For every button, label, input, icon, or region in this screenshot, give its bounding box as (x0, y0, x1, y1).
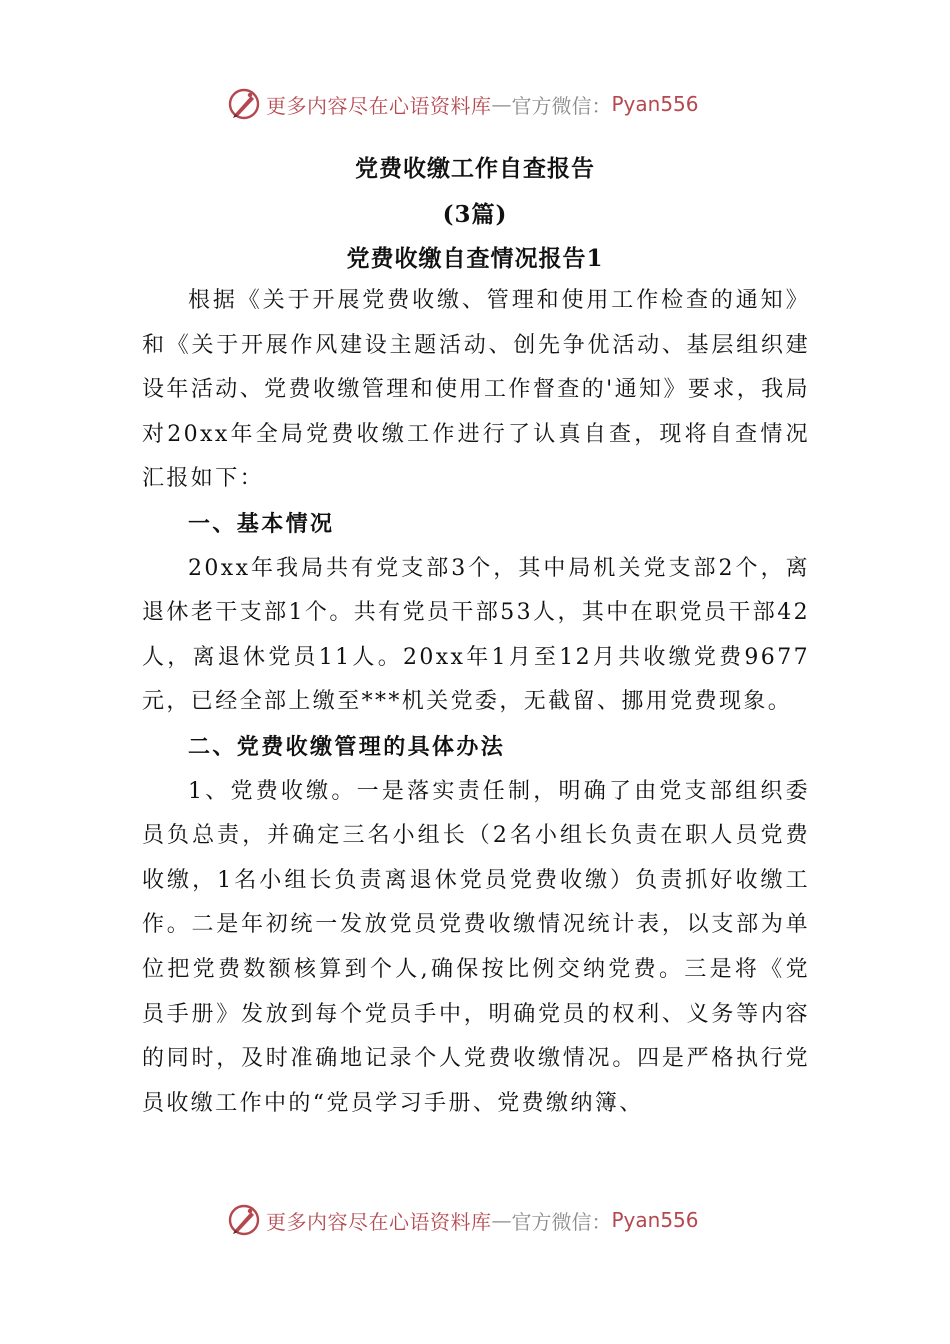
document-body (142, 279, 810, 1126)
banner-text: 更多内容尽在心语资料库 (266, 1209, 492, 1234)
intro-paragraph: 根据《关于开展党费收缴、管理和使用工作检查的通知》和《关于开展作风建设主题活动、创先争优活动、基层组织建设年活动、党费收缴管理和使用工作督查的'通知》要求，我局对20xx年全局党费收缴工作进行了认真自查，现将自查情况汇报如下： (142, 288, 810, 492)
pen-logo-icon (226, 86, 262, 122)
banner-dash: — (491, 92, 512, 116)
banner-label: 官方微信： (511, 1209, 612, 1234)
banner-text: 更多内容尽在心语资料库 (266, 93, 492, 118)
section-title: 党费收缴自查情况报告1 (346, 245, 604, 272)
document-title: 党费收缴工作自查报告 (355, 155, 595, 182)
banner-dash: — (491, 1208, 512, 1232)
header-banner (0, 84, 950, 124)
banner-wechat-id: Pyan556 (611, 1208, 699, 1232)
heading-basic-situation: 一、基本情况 (188, 510, 335, 537)
footer-banner (0, 1200, 950, 1240)
banner-wechat-id: Pyan556 (611, 92, 699, 116)
document-subtitle: (3篇) (442, 201, 508, 228)
basic-situation-paragraph: 20xx年我局共有党支部3个，其中局机关党支部2个，离退休老干支部1个。共有党员干部53人，其中在职党员干部42人，离退休党员11人。20xx年1月至12月共收缴党费9677元，已经全部上缴至***机关党委，无截留、挪用党费现象。 (142, 555, 810, 715)
banner-label: 官方微信： (511, 93, 612, 118)
heading-management-methods: 二、党费收缴管理的具体办法 (188, 733, 506, 760)
collection-paragraph: 1、党费收缴。一是落实责任制，明确了由党支部组织委员负总责，并确定三名小组长（2名小组长负责在职人员党费收缴，1名小组长负责离退休党员党费收缴）负责抓好收缴工作。二是年初统一发放党员党费收缴情况统计表，以支部为单位把党费数额核算到个人,确保按比例交纳党费。三是将《党员手册》发放到每个党员手中，明确党员的权利、义务等内容的同时，及时准确地记录个人党费收缴情况。四是严格执行党员收缴工作中的“党员学习手册、党费缴纳簿、 (142, 778, 810, 1116)
pen-logo-icon (226, 1202, 262, 1238)
